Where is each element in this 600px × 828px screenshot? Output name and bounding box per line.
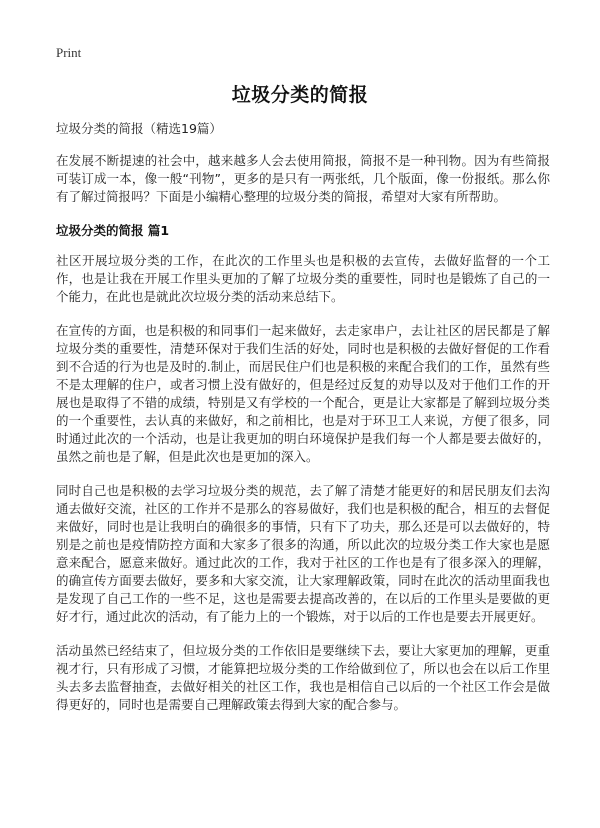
document-body bbox=[56, 120, 550, 730]
body-paragraph-1: 社区开展垃圾分类的工作，在此次的工作里头也是积极的去宣传，去做好监督的一个工作，也是让我在开展工作里头更加的了解了垃圾分类的重要性，同时也是锻炼了自己的一个能力，在此也是就此次垃圾分类的活动来总结下。 bbox=[56, 253, 550, 304]
section-heading: 垃圾分类的简报 篇1 bbox=[56, 223, 170, 238]
intro-paragraph: 在发展不断提速的社会中，越来越多人会去使用简报，简报不是一种刊物。因为有些简报可装订成一本，像一般“刊物”，更多的是只有一两张纸，几个版面，像一份报纸。那么你有了解过简报吗？下面是小编精心整理的垃圾分类的简报，希望对大家有所帮助。 bbox=[56, 153, 550, 204]
body-paragraph-3: 同时自己也是积极的去学习垃圾分类的规范，去了解了清楚才能更好的和居民朋友们去沟通去做好交流，社区的工作并不是那么的容易做好，我们也是积极的配合，相互的去督促来做好，同时也是让我明白的确很多的事情，只有下了功夫，那么还是可以去做好的，特别是之前也是疫情防控方面和大家多了很多的沟通，所以此次的垃圾分类工作大家也是愿意来配合，愿意来做好。通过此次的工作，我对于社区的工作也是有了很多深入的理解，的确宣传方面要去做好，要多和大家交流，让大家理解政策，同时在此次的活动里面我也是发现了自己工作的一些不足，这也是需要去提高改善的，在以后的工作里头是要做的更好才行，通过此次的活动，有了能力上的一个锻炼，对于以后的工作也是要去开展更好。 bbox=[56, 483, 550, 624]
document-title: 垃圾分类的简报 bbox=[231, 84, 369, 106]
body-paragraph-2: 在宣传的方面，也是积极的和同事们一起来做好，去走家串户，去让社区的居民都是了解垃圾分类的重要性，清楚环保对于我们生活的好处，同时也是积极的去做好督促的工作看到不合适的行为也是及时的.制止，而居民住户们也是积极的来配合我们的工作，虽然有些不是太理解的住户，或者习惯上没有做好的，但是经过反复的劝导以及对于他们工作的开展也是取得了不错的成绩，特别是又有学校的一个配合，更是让大家都是了解到垃圾分类的一个重要性，去认真的来做好，和之前相比，也是对于环卫工人来说，方便了很多，同时通过此次的一个活动，也是让我更加的明白环境保护是我们每一个人都是要去做好的，虽然之前也是了解，但是此次也是更加的深入。 bbox=[56, 323, 550, 464]
print-link[interactable]: Print bbox=[56, 45, 82, 60]
document-subtitle: 垃圾分类的简报（精选19篇） bbox=[56, 121, 222, 136]
body-paragraph-4: 活动虽然已经结束了，但垃圾分类的工作依旧是要继续下去，要让大家更加的理解，更重视才行，只有形成了习惯，才能算把垃圾分类的工作给做到位了，所以也会在以后工作里头去多去监督抽查，去做好相关的社区工作，我也是相信自己以后的一个社区工作会是做得更好的，同时也是需要自己理解政策去得到大家的配合参与。 bbox=[56, 643, 550, 712]
